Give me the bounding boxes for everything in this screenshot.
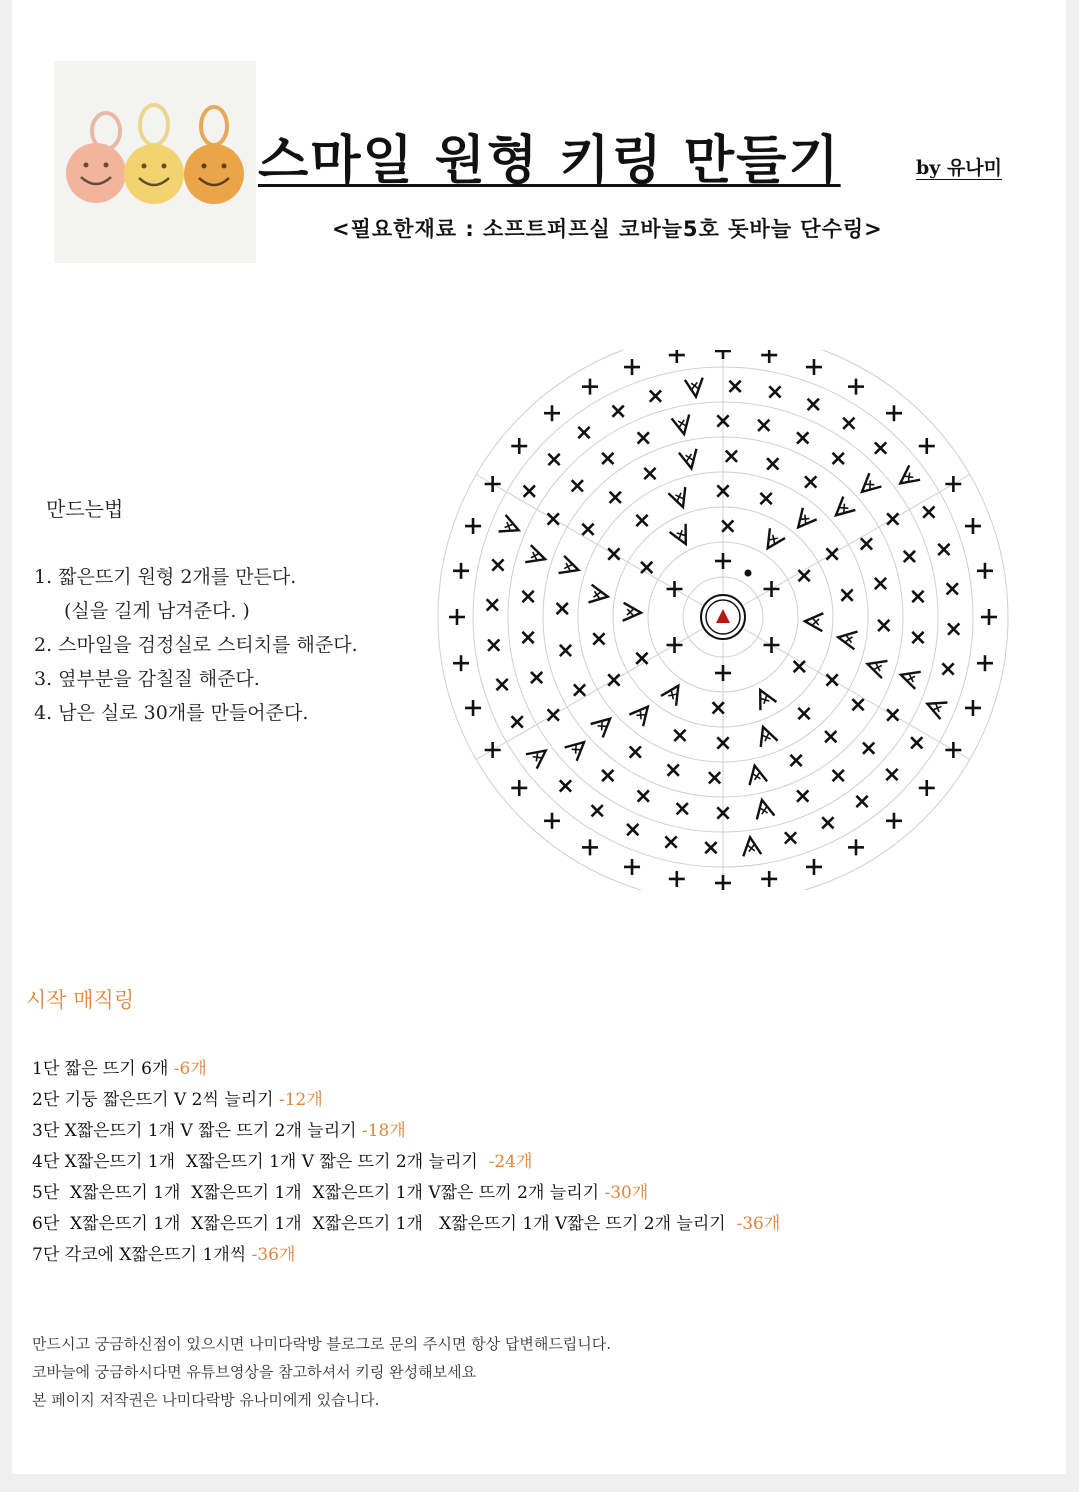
single-crochet-stitch [806, 859, 822, 875]
x-stitch [487, 554, 510, 577]
x-stitch [855, 533, 878, 556]
round-text: 6단 X짧은뜨기 1개 X짧은뜨기 1개 X짧은뜨기 1개 X짧은뜨기 1개 V짧은 뜨기 2개 늘리기 [32, 1214, 737, 1234]
x-stitch [518, 480, 541, 503]
x-stitch [573, 421, 596, 444]
x-stitch [551, 597, 574, 620]
x-stitch [482, 634, 505, 657]
increase-v-stroke [924, 695, 948, 719]
increase-v-stroke [898, 666, 921, 689]
increase-stitch [898, 666, 921, 689]
increase-x-stroke [678, 420, 685, 427]
increase-v-stroke [623, 603, 642, 622]
x-stitch [525, 666, 548, 689]
x-stitch [667, 637, 683, 653]
increase-x-stroke [691, 382, 698, 389]
x-stitch [821, 669, 844, 692]
increase-v-stroke [804, 612, 823, 631]
x-stitch [596, 447, 619, 470]
howto-step: 4. 남은 실로 30개를 만들어준다. [34, 702, 309, 724]
increase-stitch [565, 735, 590, 760]
increase-v-stroke [672, 415, 693, 436]
round-text: 2단 기둥 짧은뜨기 V 2씩 늘리기 [32, 1090, 279, 1110]
round-count: -30개 [604, 1183, 649, 1203]
x-stitch [898, 545, 921, 568]
increase-stitch [837, 628, 858, 649]
round-text: 7단 각코에 X짧은뜨기 1개씩 [32, 1245, 252, 1265]
x-stitch [869, 572, 892, 595]
single-crochet-stitch [453, 655, 469, 671]
increase-stitch [741, 836, 761, 856]
x-stitch [716, 515, 739, 538]
howto-step: 3. 옆부분을 감칠질 해준다. [34, 668, 260, 690]
increase-v-stroke [752, 686, 776, 710]
howto-heading: 만드는법 [46, 497, 124, 521]
single-crochet-stitch [945, 476, 961, 492]
single-crochet-stitch [669, 871, 685, 887]
increase-v-stroke [588, 585, 609, 606]
x-stitch [603, 669, 626, 692]
x-stitch [817, 812, 840, 835]
x-stitch [869, 437, 892, 460]
x-stitch [624, 741, 647, 764]
x-stitch [667, 581, 683, 597]
single-crochet-stitch [886, 813, 902, 829]
x-stitch [506, 711, 529, 734]
x-stitch [543, 448, 566, 471]
single-crochet-stitch [465, 700, 481, 716]
x-stitch [517, 626, 540, 649]
single-crochet-stitch [945, 742, 961, 758]
single-crochet-stitch [624, 859, 640, 875]
single-crochet-stitch [919, 438, 935, 454]
increase-v-stroke [591, 712, 616, 737]
single-crochet-stitch [582, 839, 598, 855]
x-stitch [660, 831, 683, 854]
howto-step: 1. 짧은뜨기 원형 2개를 만든다. [34, 566, 297, 588]
x-stitch [586, 799, 609, 822]
x-stitch [802, 393, 825, 416]
x-stitch [577, 518, 600, 541]
x-stitch [791, 785, 814, 808]
increase-v-stroke [679, 449, 700, 470]
x-stitch [700, 836, 723, 859]
x-stitch [857, 737, 880, 760]
increase-stitch [670, 524, 694, 548]
increase-v-stroke [565, 735, 590, 760]
increase-stitch [629, 701, 654, 726]
increase-v-stroke [755, 724, 778, 747]
round-row [32, 1240, 780, 1271]
x-stitch [763, 581, 779, 597]
x-stitch [568, 679, 591, 702]
x-stitch [566, 475, 589, 498]
increase-stitch [685, 378, 705, 398]
single-crochet-stitch [886, 405, 902, 421]
pattern-page [12, 0, 1066, 1474]
x-stitch [836, 584, 859, 607]
x-stitch [644, 385, 667, 408]
x-stitch [941, 578, 964, 601]
increase-v-stroke [741, 836, 761, 856]
increase-v-stroke [746, 764, 767, 785]
start-magic-ring: 시작 매직링 [26, 988, 135, 1012]
increase-v-stroke [629, 701, 654, 726]
materials-line: <필요한재료 : 소프트퍼프실 코바늘5호 돗바늘 단수링> [332, 217, 883, 241]
x-stitch [755, 487, 778, 510]
increase-stitch [791, 508, 816, 533]
round-text: 1단 짧은 뜨기 6개 [32, 1059, 174, 1079]
x-stitch [799, 471, 822, 494]
increase-v-stroke [670, 524, 694, 548]
increase-v-stroke [661, 681, 686, 706]
author-byline: by 유나미 [916, 157, 1003, 179]
x-stitch [764, 381, 787, 404]
increase-stitch [672, 415, 693, 436]
x-stitch [604, 486, 627, 509]
x-stitch [603, 543, 626, 566]
x-stitch [785, 749, 808, 772]
round-row [32, 1054, 780, 1085]
x-stitch [788, 655, 811, 678]
increase-stitch [804, 612, 823, 631]
single-crochet-stitch [806, 359, 822, 375]
x-stitch [881, 508, 904, 531]
x-stitch [554, 775, 577, 798]
increase-v-stroke [760, 528, 785, 553]
x-stitch [631, 509, 654, 532]
x-stitch [632, 427, 655, 450]
increase-stitch [830, 497, 855, 522]
x-stitch [937, 658, 960, 681]
single-crochet-stitch [624, 359, 640, 375]
increase-stitch [865, 655, 888, 678]
increase-stitch [753, 798, 774, 819]
single-crochet-stitch [965, 518, 981, 534]
x-stitch [933, 538, 956, 561]
increase-v-stroke [791, 508, 816, 533]
single-crochet-stitch [449, 609, 465, 625]
x-stitch [720, 445, 743, 468]
x-stitch [491, 673, 514, 696]
x-stitch [881, 763, 904, 786]
howto-steps [34, 560, 358, 730]
increase-stitch [924, 695, 948, 719]
single-crochet-stitch [485, 742, 501, 758]
increase-x-stroke [627, 609, 633, 615]
x-stitch [819, 725, 842, 748]
single-crochet-stitch [465, 518, 481, 534]
crochet-chart [417, 350, 1017, 890]
x-stitch [779, 827, 802, 850]
x-stitch [715, 665, 731, 681]
x-stitch [827, 447, 850, 470]
x-stitch [907, 626, 930, 649]
increase-v-stroke [895, 465, 920, 490]
single-crochet-stitch [848, 839, 864, 855]
x-stitch [703, 766, 726, 789]
increase-v-stroke [499, 515, 523, 539]
single-crochet-stitch [669, 350, 685, 363]
increase-v-stroke [526, 743, 551, 768]
x-stitch [793, 564, 816, 587]
footer-line: 코바늘에 궁금하시다면 유튜브영상을 참고하셔서 키링 완성해보세요 [32, 1363, 477, 1381]
footer-line: 만드시고 궁금하신점이 있으시면 나미다락방 블로그로 문의 주시면 항상 답변해드립니다. [32, 1335, 612, 1353]
x-stitch [671, 797, 694, 820]
single-crochet-stitch [544, 813, 560, 829]
footer-line: 본 페이지 저작권은 나미다락방 유나미에게 있습니다. [32, 1391, 380, 1409]
increase-stitch [588, 585, 609, 606]
x-stitch [752, 414, 775, 437]
round-row [32, 1178, 780, 1209]
increase-v-stroke [525, 545, 548, 568]
increase-v-stroke [865, 655, 888, 678]
increase-v-stroke [559, 556, 582, 579]
x-stitch [662, 759, 685, 782]
x-stitch [791, 427, 814, 450]
x-stitch [607, 400, 630, 423]
increase-stitch [746, 764, 767, 785]
single-crochet-stitch [715, 350, 731, 359]
x-stitch [639, 462, 662, 485]
single-crochet-stitch [848, 379, 864, 395]
increase-x-stroke [748, 845, 755, 852]
x-stitch [542, 704, 565, 727]
howto-step: 2. 스마일을 검정실로 스티치를 해준다. [34, 634, 358, 656]
increase-stitch [661, 681, 686, 706]
increase-stitch [679, 449, 700, 470]
smiley-keyrings-image [54, 61, 256, 263]
single-crochet-stitch [485, 476, 501, 492]
x-stitch [724, 375, 747, 398]
increase-v-stroke [856, 473, 881, 498]
increase-stitch [525, 545, 548, 568]
increase-stitch [760, 528, 785, 553]
single-crochet-stitch [977, 563, 993, 579]
x-stitch [837, 412, 860, 435]
single-crochet-stitch [453, 563, 469, 579]
start-marker [716, 609, 730, 623]
x-stitch [821, 543, 844, 566]
single-crochet-stitch [582, 379, 598, 395]
round-text: 3단 X짧은뜨기 1개 V 짧은 뜨기 2개 늘리기 [32, 1121, 362, 1141]
x-stitch [517, 585, 540, 608]
single-crochet-stitch [544, 405, 560, 421]
round-count: -6개 [173, 1059, 207, 1079]
round-row [32, 1116, 780, 1147]
increase-stitch [755, 724, 778, 747]
x-stitch [621, 818, 644, 841]
round-text: 4단 X짧은뜨기 1개 X짧은뜨기 1개 V 짧은 뜨기 2개 늘리기 [32, 1152, 489, 1172]
single-crochet-stitch [511, 438, 527, 454]
round-count: -18개 [361, 1121, 406, 1141]
increase-v-stroke [830, 497, 855, 522]
x-stitch [918, 501, 941, 524]
x-stitch [632, 785, 655, 808]
round-instructions [32, 1054, 780, 1271]
increase-x-stroke [761, 807, 768, 814]
increase-x-stroke [593, 591, 600, 598]
x-stitch [554, 639, 577, 662]
x-stitch [635, 556, 658, 579]
round-row [32, 1209, 780, 1240]
x-stitch [542, 508, 565, 531]
round-start-dot [745, 570, 752, 577]
howto-step-note: (실을 길게 남겨준다. ) [64, 600, 250, 622]
x-stitch [942, 618, 965, 641]
x-stitch [715, 553, 731, 569]
increase-x-stroke [846, 636, 853, 643]
x-stitch [707, 697, 730, 720]
increase-x-stroke [813, 619, 819, 625]
increase-x-stroke [686, 454, 693, 461]
single-crochet-stitch [761, 350, 777, 363]
keyring-photo [54, 61, 256, 263]
x-stitch [631, 647, 654, 670]
increase-v-stroke [837, 628, 858, 649]
increase-stitch [591, 712, 616, 737]
x-stitch [907, 585, 930, 608]
footer-notes [32, 1330, 611, 1414]
x-stitch [851, 790, 874, 813]
increase-stitch [895, 465, 920, 490]
single-crochet-stitch [981, 609, 997, 625]
x-stitch [881, 704, 904, 727]
single-crochet-stitch [511, 780, 527, 796]
round-text: 5단 X짧은뜨기 1개 X짧은뜨기 1개 X짧은뜨기 1개 V짧은 뜨끼 2개 늘리기 [32, 1183, 605, 1203]
x-stitch [905, 731, 928, 754]
increase-stitch [623, 603, 642, 622]
page-title: 스마일 원형 키링 만들기 [258, 131, 841, 191]
round-count: -24개 [488, 1152, 533, 1172]
single-crochet-stitch [965, 700, 981, 716]
x-stitch [793, 702, 816, 725]
x-stitch [827, 764, 850, 787]
x-stitch [596, 764, 619, 787]
x-stitch [847, 693, 870, 716]
single-crochet-stitch [715, 875, 731, 890]
round-row [32, 1085, 780, 1116]
single-crochet-stitch [919, 780, 935, 796]
x-stitch [872, 614, 895, 637]
round-count: -12개 [278, 1090, 323, 1110]
single-crochet-stitch [761, 871, 777, 887]
increase-x-stroke [753, 773, 760, 780]
x-stitch [481, 594, 504, 617]
increase-stitch [752, 686, 776, 710]
increase-v-stroke [753, 798, 774, 819]
increase-stitch [526, 743, 551, 768]
increase-v-stroke [685, 378, 705, 398]
x-stitch [761, 453, 784, 476]
x-stitch [763, 637, 779, 653]
single-crochet-stitch [977, 655, 993, 671]
round-row [32, 1147, 780, 1178]
increase-stitch [668, 487, 691, 510]
round-count: -36개 [736, 1214, 781, 1234]
increase-stitch [856, 473, 881, 498]
x-stitch [588, 628, 611, 651]
increase-stitch [559, 556, 582, 579]
increase-stitch [499, 515, 523, 539]
increase-v-stroke [668, 487, 691, 510]
x-stitch [669, 724, 692, 747]
round-count: -36개 [251, 1245, 296, 1265]
